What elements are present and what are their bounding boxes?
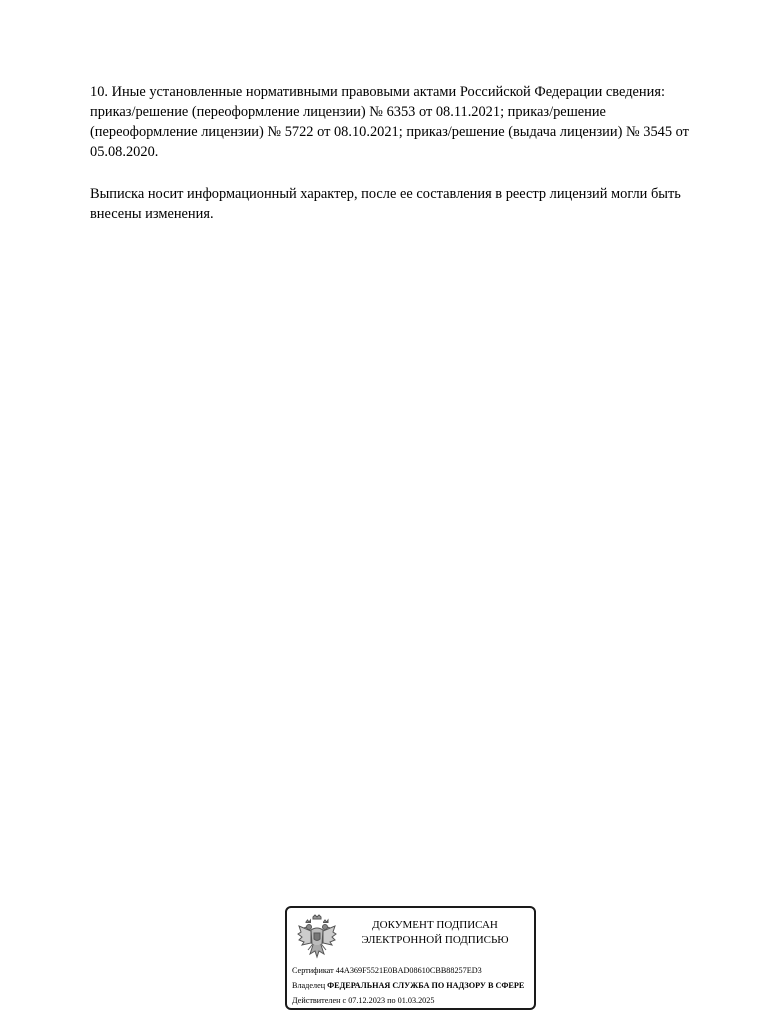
paragraph-line: Выписка носит информационный характер, после ее составления в реестр лицензий могли быть [90, 186, 681, 202]
paragraph-other-information [90, 82, 720, 162]
paragraph-line: внесены изменения. [90, 206, 214, 222]
stamp-title-line: ДОКУМЕНТ ПОДПИСАН [372, 919, 498, 931]
stamp-owner-row [292, 980, 524, 991]
stamp-title [345, 918, 525, 948]
paragraph-line: (переоформление лицензии) № 5722 от 08.10.2021; приказ/решение (выдача лицензии) № 3545 от [90, 124, 689, 140]
validity-text: Действителен с 07.12.2023 по 01.03.2025 [292, 996, 435, 1005]
certificate-label: Сертификат [292, 966, 334, 975]
paragraph-line: приказ/решение (переоформление лицензии) № 6353 от 08.11.2021; приказ/решение [90, 104, 606, 120]
owner-value: ФЕДЕРАЛЬНАЯ СЛУЖБА ПО НАДЗОРУ В СФЕРЕ [327, 981, 525, 990]
document-body [90, 82, 720, 246]
stamp-title-line: ЭЛЕКТРОННОЙ ПОДПИСЬЮ [361, 934, 509, 946]
certificate-value: 44A369F5521E0BAD08610CBB88257ED3 [335, 966, 482, 975]
russian-double-headed-eagle-emblem-icon [296, 914, 338, 962]
electronic-signature-stamp [285, 906, 536, 1010]
paragraph-line: 05.08.2020. [90, 144, 159, 160]
paragraph-line: 10. Иные установленные нормативными правовыми актами Российской Федерации сведения: [90, 84, 665, 100]
stamp-certificate-row [292, 965, 482, 976]
paragraph-disclaimer [90, 184, 720, 224]
stamp-validity-row [292, 995, 434, 1006]
owner-label: Владелец [292, 981, 326, 990]
